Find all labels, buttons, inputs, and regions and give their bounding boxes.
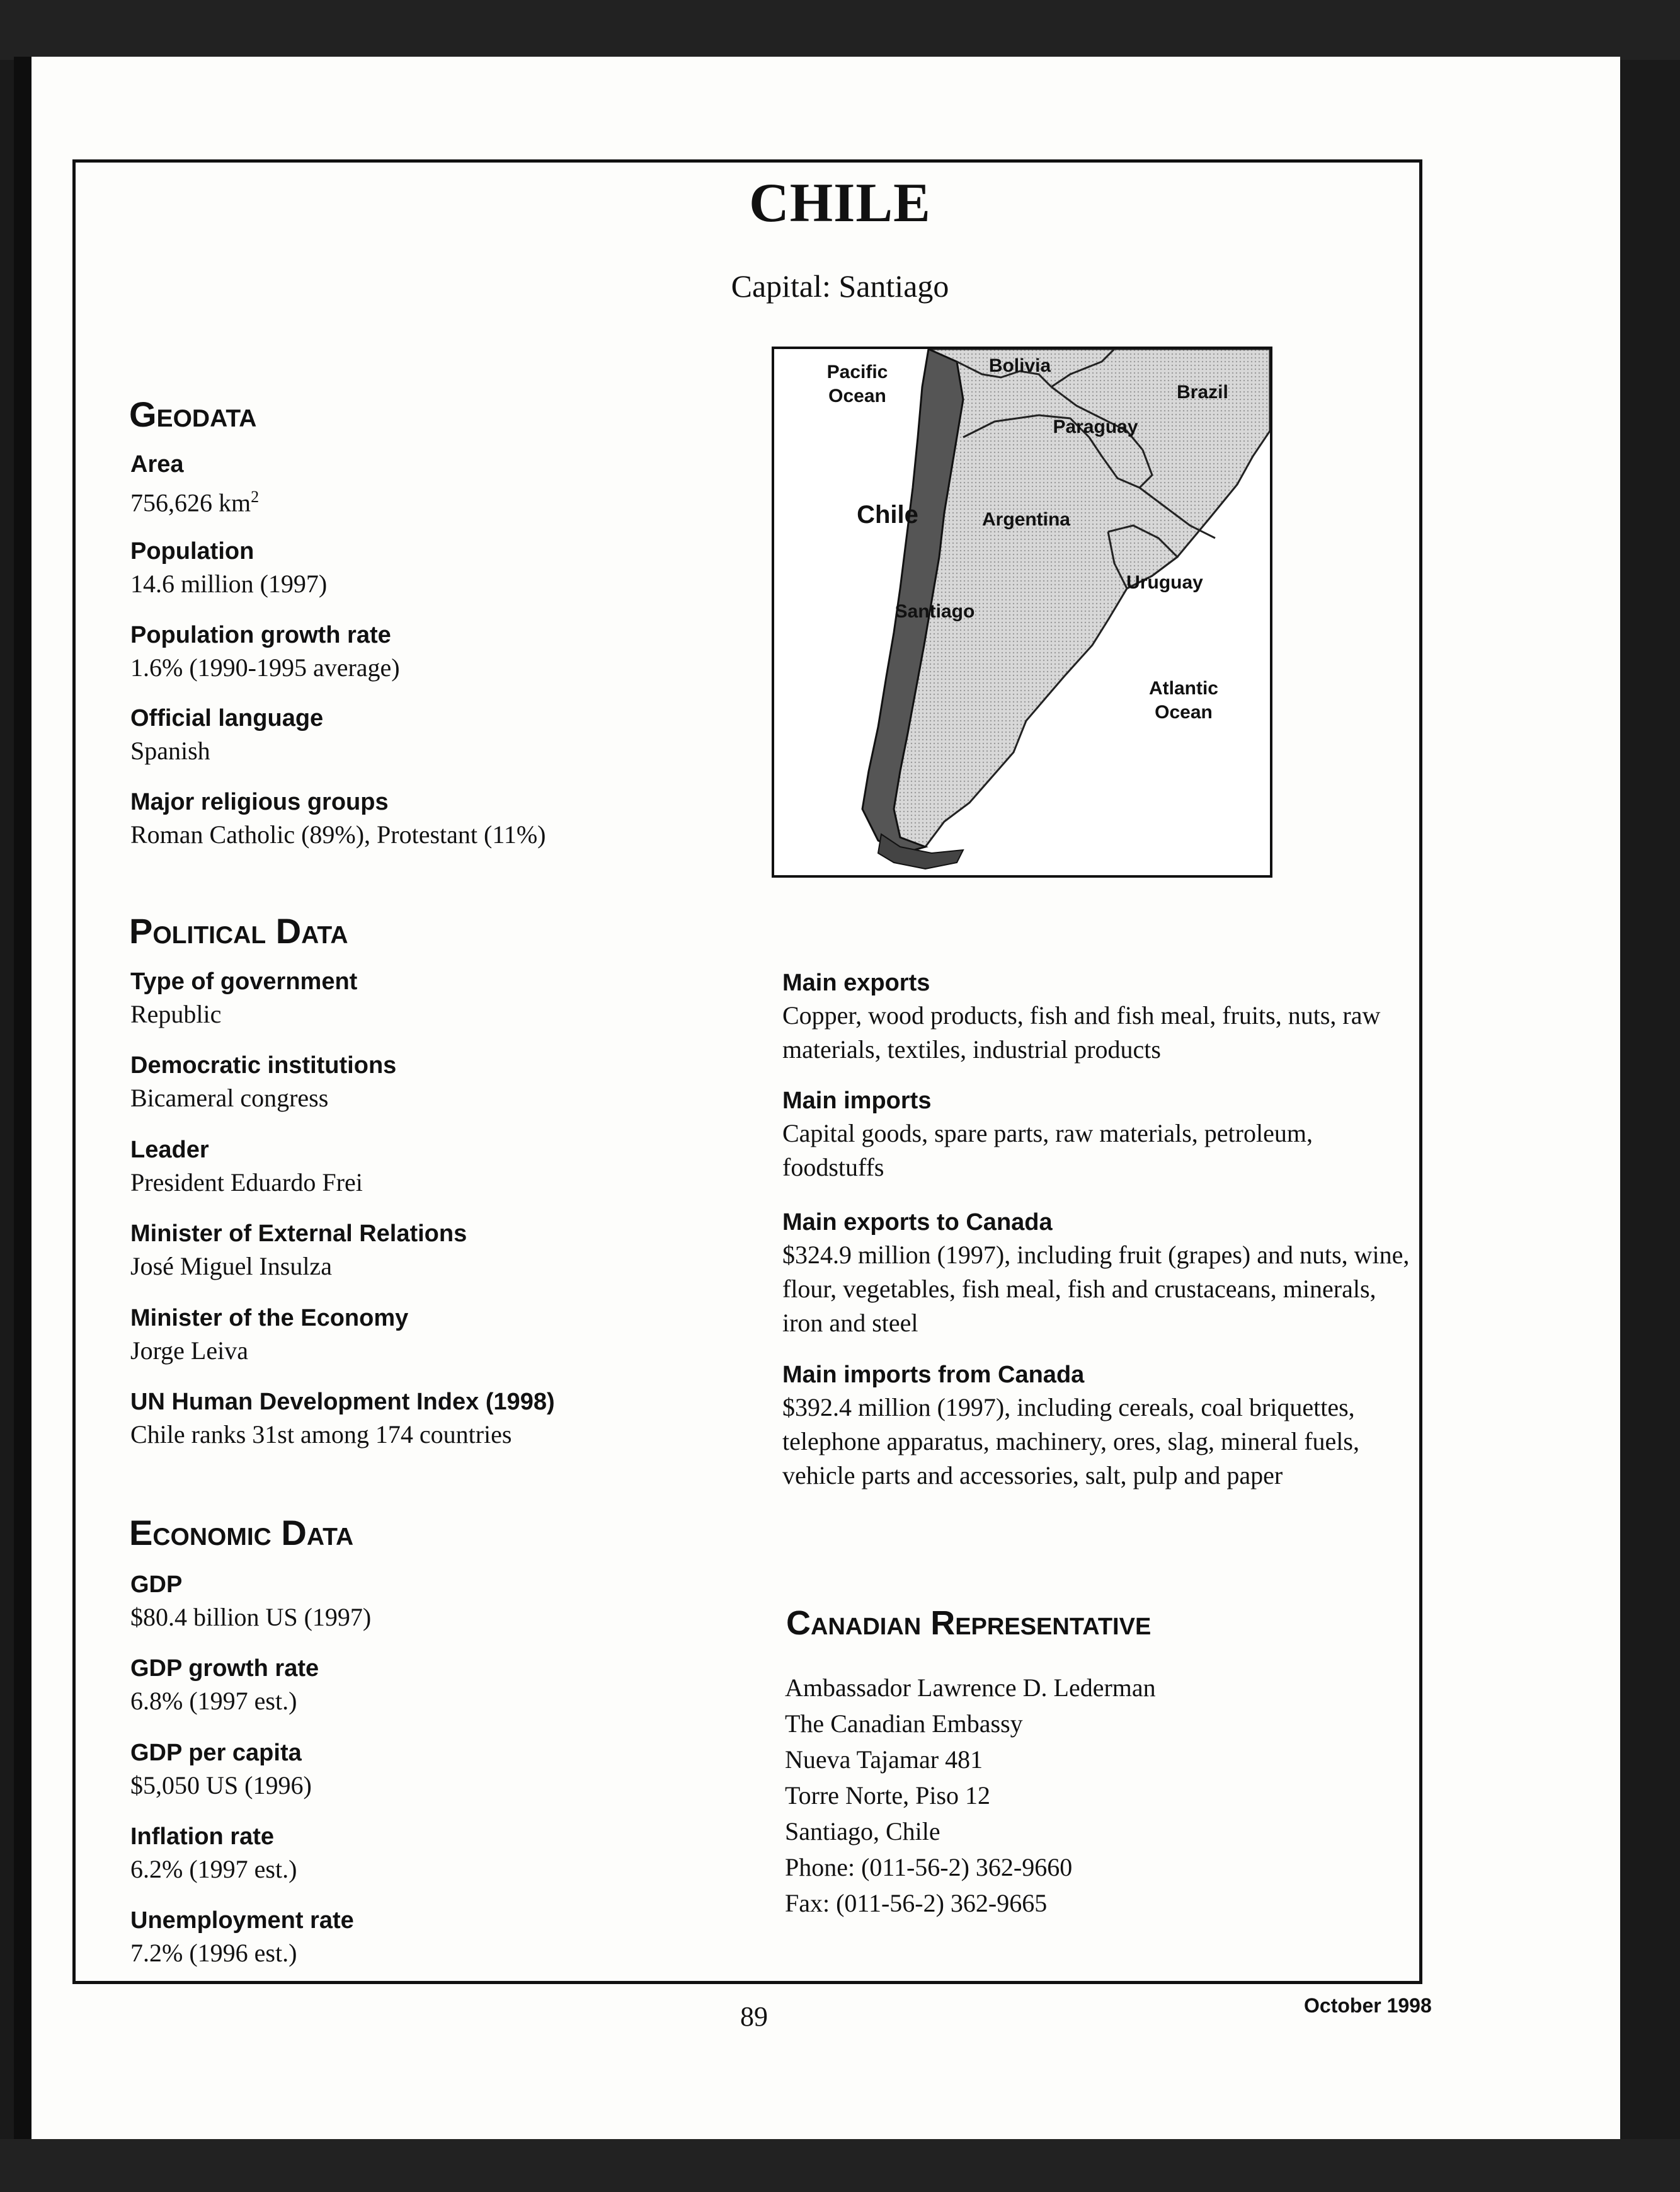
religion-field (130, 786, 792, 852)
exports-to-canada-label: Main exports to Canada (782, 1209, 1053, 1236)
population-field (130, 536, 792, 601)
main-imports-value: Capital goods, spare parts, raw materials, petroleum, foodstuffs (782, 1119, 1313, 1181)
location-map (772, 347, 1272, 878)
exports-to-canada-field (782, 1207, 1444, 1340)
language-value: Spanish (130, 737, 210, 765)
external-minister-field (130, 1218, 792, 1283)
political-heading: Political Data (129, 911, 348, 951)
map-label-pacific: Pacific Ocean (826, 362, 888, 406)
exports-to-canada-value: $324.9 million (1997), including fruit (grapes) and nuts, wine, flour, vegetables, fish meal, fish and crustaceans, minerals, iron and steel (782, 1241, 1410, 1337)
population-label: Population (130, 538, 254, 565)
map-label-uruguay: Uruguay (1126, 572, 1203, 593)
capital-line: Capital: Santiago (731, 268, 949, 304)
economy-minister-field (130, 1302, 792, 1368)
representative-heading: Canadian Representative (786, 1604, 1151, 1642)
main-imports-field (782, 1085, 1444, 1185)
geodata-heading: Geodata (129, 394, 257, 434)
unemployment-field (130, 1905, 792, 1970)
embassy-name: The Canadian Embassy (785, 1709, 1023, 1738)
area-value (130, 480, 792, 520)
hdi-label: UN Human Development Index (1998) (130, 1389, 555, 1415)
gov-field (130, 966, 792, 1031)
external-minister-label: Minister of External Relations (130, 1220, 467, 1247)
growth-field (130, 619, 792, 685)
area-label: Area (130, 451, 184, 478)
economic-heading: Economic Data (129, 1513, 354, 1552)
main-exports-value: Copper, wood products, fish and fish meal, fruits, nuts, raw materials, textiles, industrial products (782, 1001, 1381, 1064)
embassy-city: Santiago, Chile (785, 1817, 940, 1845)
map-label-atlantic: Atlantic Ocean (1148, 678, 1218, 723)
gdp-growth-label: GDP growth rate (130, 1655, 319, 1682)
main-imports-label: Main imports (782, 1087, 932, 1114)
inflation-value: 6.2% (1997 est.) (130, 1855, 297, 1883)
scan-border-bottom (0, 2139, 1680, 2192)
institutions-label: Democratic institutions (130, 1052, 397, 1079)
area-number: 756,626 km (130, 488, 251, 517)
religion-label: Major religious groups (130, 789, 389, 815)
gdp-per-capita-label: GDP per capita (130, 1740, 302, 1766)
language-label: Official language (130, 705, 324, 732)
page-number: 89 (740, 2001, 768, 2032)
publication-date: October 1998 (1304, 1994, 1432, 2017)
map-label-argentina: Argentina (981, 509, 1070, 530)
unemployment-value: 7.2% (1996 est.) (130, 1939, 297, 1967)
inflation-label: Inflation rate (130, 1823, 275, 1850)
leader-label: Leader (130, 1137, 209, 1163)
gdp-per-capita-field (130, 1737, 792, 1803)
population-value: 14.6 million (1997) (130, 570, 328, 598)
area-field (130, 449, 792, 520)
imports-from-canada-label: Main imports from Canada (782, 1362, 1085, 1388)
growth-label: Population growth rate (130, 622, 391, 648)
gdp-growth-field (130, 1653, 792, 1718)
embassy-street: Nueva Tajamar 481 (785, 1745, 983, 1774)
imports-from-canada-field (782, 1359, 1444, 1493)
main-exports-field (782, 967, 1444, 1067)
map-label-santiago: Santiago (894, 601, 975, 622)
hdi-field (130, 1386, 792, 1452)
area-superscript: 2 (251, 488, 260, 506)
map-label-brazil: Brazil (1177, 382, 1228, 403)
institutions-field (130, 1050, 792, 1115)
ambassador-name: Ambassador Lawrence D. Lederman (785, 1673, 1156, 1702)
religion-value: Roman Catholic (89%), Protestant (11%) (130, 820, 546, 849)
gdp-field (130, 1569, 792, 1634)
external-minister-value: José Miguel Insulza (130, 1252, 332, 1280)
gov-label: Type of government (130, 968, 358, 995)
language-field (130, 703, 792, 768)
map-label-chile: Chile (857, 501, 918, 529)
hdi-value: Chile ranks 31st among 174 countries (130, 1420, 512, 1449)
gdp-value: $80.4 billion US (1997) (130, 1603, 372, 1631)
embassy-building: Torre Norte, Piso 12 (785, 1781, 991, 1810)
inflation-field (130, 1821, 792, 1886)
growth-value: 1.6% (1990-1995 average) (130, 653, 400, 682)
page-title: CHILE (749, 173, 931, 234)
main-exports-label: Main exports (782, 970, 930, 996)
representative-block (785, 1670, 1156, 1921)
map-drawing (774, 349, 1270, 875)
embassy-fax: Fax: (011-56-2) 362-9665 (785, 1889, 1048, 1917)
gov-value: Republic (130, 1000, 222, 1028)
unemployment-label: Unemployment rate (130, 1907, 354, 1934)
embassy-phone: Phone: (011-56-2) 362-9660 (785, 1853, 1073, 1881)
imports-from-canada-value: $392.4 million (1997), including cereals, coal briquettes, telephone apparatus, machinery, ores, slag, mineral fuels, vehicle parts and accessories, salt, pulp and paper (782, 1393, 1359, 1489)
economy-minister-label: Minister of the Economy (130, 1305, 409, 1331)
scan-border-top (0, 0, 1680, 60)
economy-minister-value: Jorge Leiva (130, 1336, 248, 1365)
map-label-paraguay: Paraguay (1053, 416, 1138, 437)
binding-edge (14, 57, 31, 2142)
leader-value: President Eduardo Frei (130, 1168, 363, 1196)
leader-field (130, 1134, 792, 1200)
gdp-growth-value: 6.8% (1997 est.) (130, 1687, 297, 1715)
gdp-per-capita-value: $5,050 US (1996) (130, 1771, 312, 1799)
gdp-label: GDP (130, 1571, 183, 1598)
map-label-bolivia: Bolivia (988, 355, 1051, 376)
institutions-value: Bicameral congress (130, 1084, 329, 1112)
